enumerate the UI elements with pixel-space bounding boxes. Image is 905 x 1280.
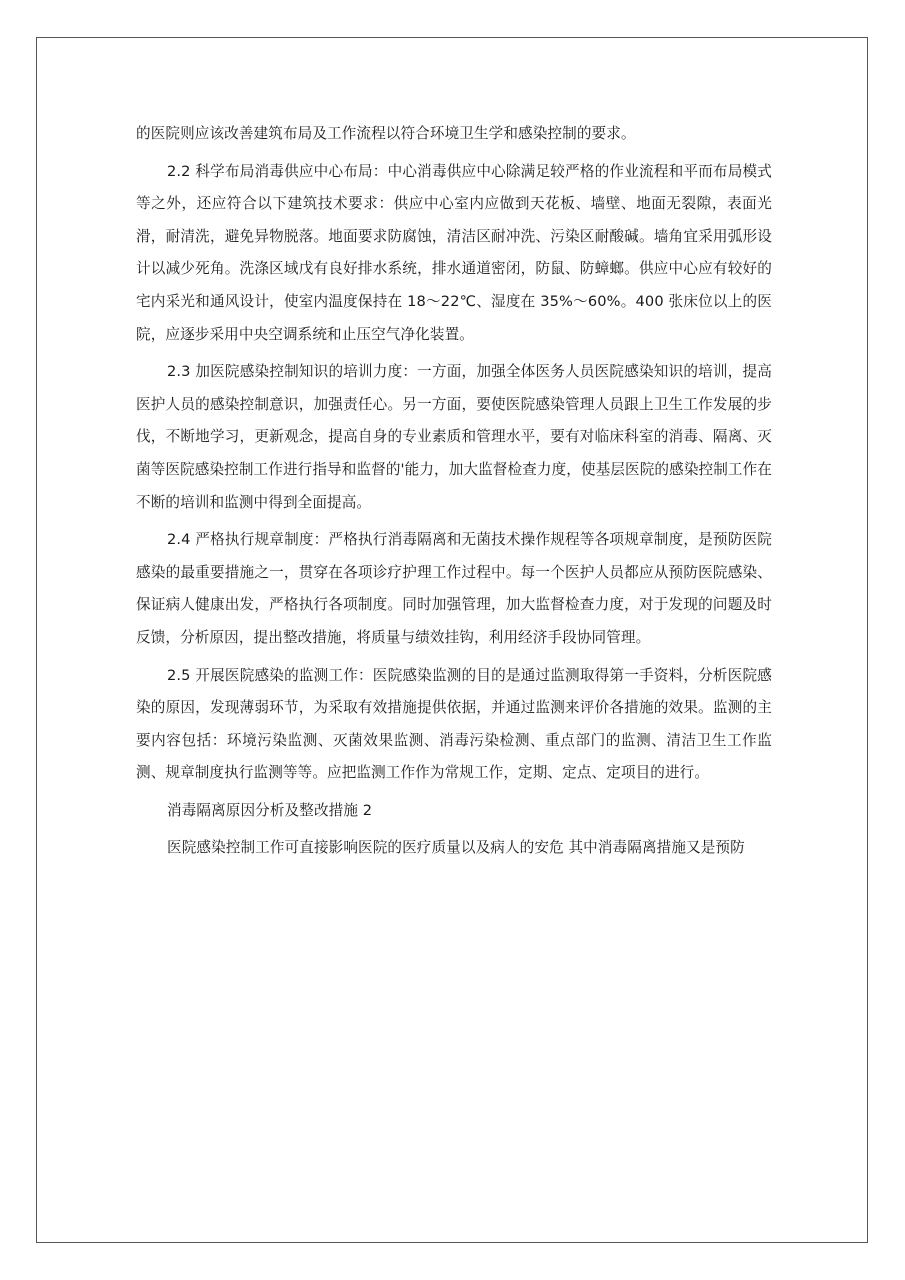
- paragraph-intro-continuation: 的医院则应该改善建筑布局及工作流程以符合环境卫生学和感染控制的要求。: [136, 125, 636, 142]
- paragraph-section-2-5: 2.5 开展医院感染的监测工作：医院感染监测的目的是通过监测取得第一手资料，分析医院感染的原因，发现薄弱环节，为采取有效措施提供依据，并通过监测来评价各措施的效果。监测的主要内容包括：环境污染监测、灭菌效果监测、消毒污染检测、重点部门的监测、清洁卫生工作监测、规章制度执行监测等等。应把监测工作作为常规工作，定期、定点、定项目的进行。: [136, 666, 772, 782]
- section-heading: 消毒隔离原因分析及整改措施 2: [167, 801, 373, 819]
- document-body: [136, 118, 772, 865]
- paragraph-section-2-4: 2.4 严格执行规章制度：严格执行消毒隔离和无菌技术操作规程等各项规章制度，是预防医院感染的最重要措施之一，贯穿在各项诊疗护理工作过程中。每一个医护人员都应从预防医院感染、保证病人健康出发，严格执行各项制度。同时加强管理，加大监督检查力度，对于发现的问题及时反馈，分析原因，提出整改措施，将质量与绩效挂钩，利用经济手段协同管理。: [136, 531, 772, 646]
- paragraph-section-2-3: 2.3 加医院感染控制知识的培训力度：一方面，加强全体医务人员医院感染知识的培训，提高医护人员的感染控制意识，加强责任心。另一方面，要使医院感染管理人员跟上卫生工作发展的步伐，不断地学习，更新观念，提高自身的专业素质和管理水平，要有对临床科室的消毒、隔离、灭菌等医院感染控制工作进行指导和监督的'能力，加大监督检查力度，使基层医院的感染控制工作在不断的培训和监测中得到全面提高。: [136, 363, 772, 511]
- paragraph-section-2-2: 2.2 科学布局消毒供应中心布局：中心消毒供应中心除满足较严格的作业流程和平而布局模式等之外，还应符合以下建筑技术要求：供应中心室内应做到天花板、墙壁、地面无裂隙，表面光滑，耐清洗，避免异物脱落。地面要求防腐蚀，清洁区耐冲洗、污染区耐酸碱。墙角宜采用弧形设计以减少死角。洗涤区域戊有良好排水系统，排水通道密闭，防鼠、防蟑螂。供应中心应有较好的宅内采光和通风设计，使室内温度保持在 18～22℃、湿度在 35%～60%。400 张床位以上的医院，应逐步采用中央空调系统和止压空气净化装置。: [136, 162, 772, 343]
- paragraph-new-section-start: 医院感染控制工作可直接影响医院的医疗质量以及病人的安危 其中消毒隔离措施又是预防: [167, 839, 745, 857]
